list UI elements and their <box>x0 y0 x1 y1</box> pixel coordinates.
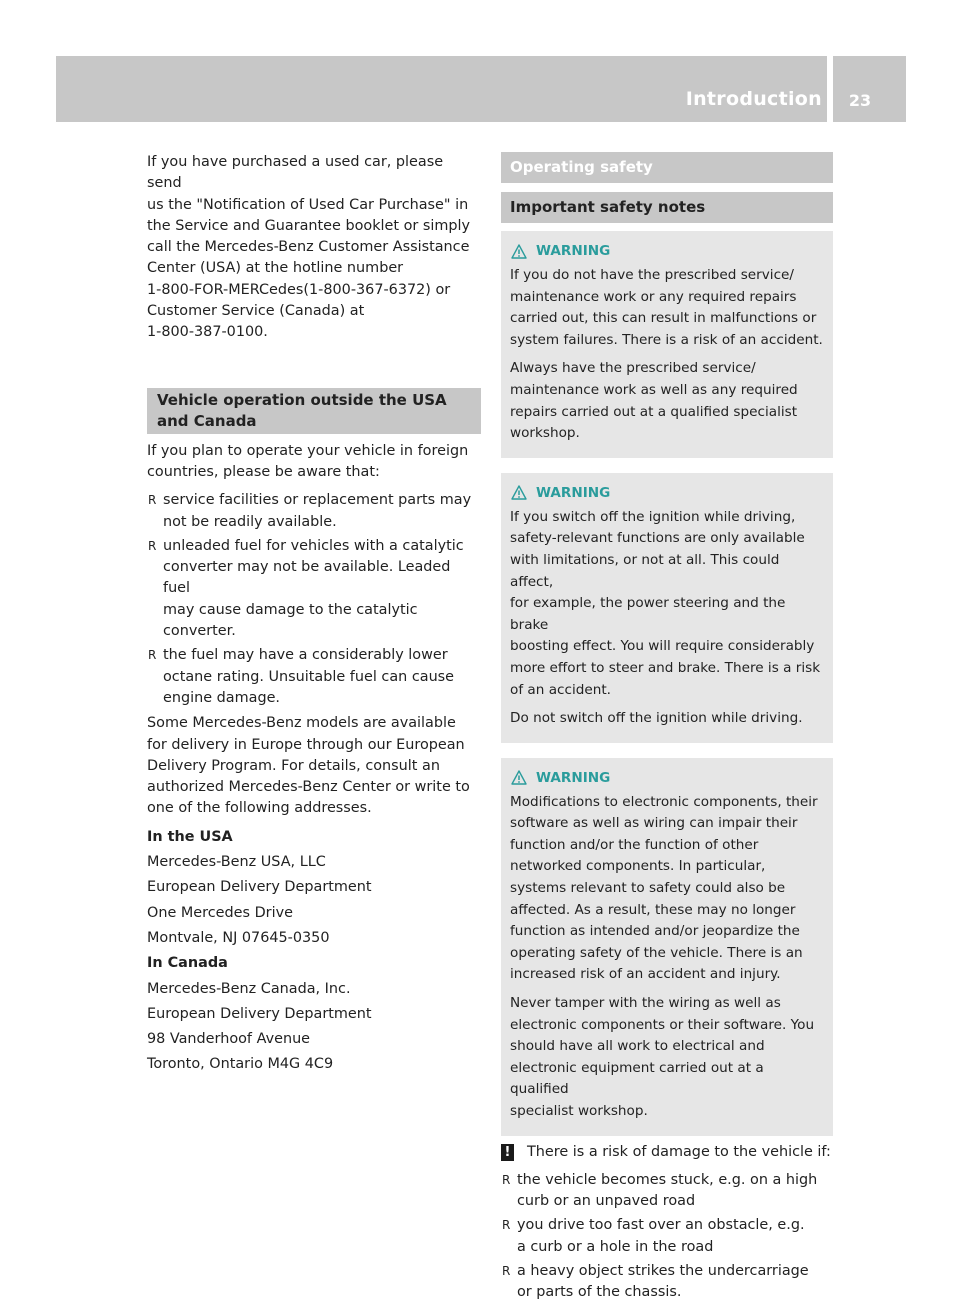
text-line: us the "Notification of Used Car Purchase" in <box>147 196 469 213</box>
bullet-icon: R <box>502 1218 511 1233</box>
section-title-vehicle-operation: Vehicle operation outside the USA and Canada <box>147 388 481 434</box>
text-line: 1-800-FOR-MERCedes(1-800-367-6372) or <box>147 281 451 298</box>
warning-label: WARNING <box>536 769 611 786</box>
warning-title <box>510 766 825 790</box>
text-line: boosting effect. You will require considerably <box>510 638 815 655</box>
warnings-container <box>501 231 833 1136</box>
warning-triangle-icon <box>511 485 527 500</box>
text-line: Delivery Program. For details, consult an <box>147 757 440 774</box>
text-line: service facilities or replacement parts may <box>163 492 472 509</box>
warning-paragraph <box>510 265 825 351</box>
text-line: Some Mercedes-Benz models are available <box>147 715 456 732</box>
text-line: call the Mercedes-Benz Customer Assistance <box>147 239 470 256</box>
text-line: networked components. In particular, <box>510 858 766 875</box>
text-line: may cause damage to the catalytic <box>163 601 418 618</box>
text-line: systems relevant to safety could also be <box>510 880 786 897</box>
text-line: or parts of the chassis. <box>517 1284 682 1301</box>
usa-address <box>147 852 481 949</box>
text-line: authorized Mercedes-Benz Center or write to <box>147 779 470 796</box>
text-line: Never tamper with the wiring as well as <box>510 995 781 1012</box>
text-line: software as well as wiring can impair their <box>510 815 798 832</box>
text-line: maintenance work or any required repairs <box>510 288 797 305</box>
text-line: Do not switch off the ignition while driving. <box>510 710 803 727</box>
warning-triangle-icon <box>511 770 527 785</box>
warning-box <box>501 473 833 743</box>
address-line: Montvale, NJ 07645-0350 <box>147 929 330 946</box>
text-line: affected. As a result, these may no longer <box>510 901 796 918</box>
text-line: function and/or the function of other <box>510 836 759 853</box>
text-line: a heavy object strikes the undercarriage <box>517 1263 809 1280</box>
text-line: more effort to steer and brake. There is a risk <box>510 659 821 676</box>
text-line: maintenance work as well as any required <box>510 381 798 398</box>
header-divider <box>827 56 833 122</box>
warning-triangle-icon <box>511 244 527 259</box>
warning-title <box>510 481 825 505</box>
text-line: electronic components or their software. You <box>510 1016 815 1033</box>
warning-label: WARNING <box>536 484 611 501</box>
text-line: specialist workshop. <box>510 1103 648 1119</box>
damage-risk-list <box>501 1170 833 1304</box>
list-item <box>501 1215 833 1258</box>
chapter-title: Introduction <box>685 88 822 110</box>
text-line: operating safety of the vehicle. There is an <box>510 944 803 961</box>
bullet-icon: R <box>502 1172 511 1187</box>
address-line: Toronto, Ontario M4G 4C9 <box>147 1056 334 1073</box>
warning-title <box>510 239 825 263</box>
list-item <box>147 536 481 642</box>
text-line: curb or an unpaved road <box>517 1193 696 1210</box>
text-line: If you have purchased a used car, please send <box>147 154 444 192</box>
text-line: system failures. There is a risk of an accident. <box>510 331 823 348</box>
exclamation-icon: ! <box>501 1144 514 1161</box>
text-line: Center (USA) at the hotline number <box>147 260 404 277</box>
canada-address-heading: In Canada <box>147 955 228 972</box>
warning-paragraph <box>510 993 825 1123</box>
warning-label: WARNING <box>536 243 611 259</box>
canada-address <box>147 979 481 1076</box>
list-item <box>147 490 481 533</box>
text-line: for example, the power steering and the brake <box>510 595 786 633</box>
intro-paragraph <box>147 152 481 344</box>
text-line: Customer Service (Canada) at <box>147 303 365 320</box>
foreign-countries-paragraph: If you plan to operate your vehicle in foreign countries, please be aware that: <box>147 442 469 480</box>
warning-box <box>501 231 833 458</box>
warning-paragraph <box>510 792 825 986</box>
right-column <box>501 152 833 1308</box>
text-line: one of the following addresses. <box>147 800 372 817</box>
foreign-countries-list <box>147 490 481 709</box>
address-line: European Delivery Department <box>147 879 372 896</box>
text-line: electronic equipment carried out at a qualified <box>510 1059 764 1098</box>
text-line: workshop. <box>510 425 580 442</box>
subsection-title-safety-notes: Important safety notes <box>501 192 833 223</box>
text-line: should have all work to electrical and <box>510 1038 765 1055</box>
left-column <box>147 152 481 1080</box>
text-line: repairs carried out at a qualified specialist <box>510 403 798 420</box>
address-line: 98 Vanderhoof Avenue <box>147 1031 311 1048</box>
text-line: If you switch off the ignition while driving, <box>510 508 796 525</box>
warning-paragraph <box>510 507 825 701</box>
text-line: engine damage. <box>163 689 281 706</box>
european-delivery-paragraph <box>147 713 481 819</box>
text-line: for delivery in Europe through our European <box>147 736 465 753</box>
address-line: European Delivery Department <box>147 1005 372 1022</box>
text-line: unleaded fuel for vehicles with a catalytic <box>163 537 464 554</box>
section-title-operating-safety: Operating safety <box>501 152 833 183</box>
text-line: converter. <box>163 623 236 640</box>
page-number: 23 <box>848 91 872 110</box>
address-line: Mercedes-Benz USA, LLC <box>147 854 326 871</box>
warning-box <box>501 758 833 1136</box>
text-line: a curb or a hole in the road <box>517 1238 714 1255</box>
text-line: 1-800-387-0100. <box>147 324 268 341</box>
text-line: the Service and Guarantee booklet or simply <box>147 217 471 234</box>
bullet-icon: R <box>148 538 157 553</box>
address-line: Mercedes-Benz Canada, Inc. <box>147 980 351 997</box>
text-line: with limitations, or not at all. This could affect, <box>510 551 780 590</box>
damage-risk-note: ! There is a risk of damage to the vehicle if: <box>501 1142 833 1163</box>
list-item <box>501 1170 833 1213</box>
list-item <box>147 645 481 709</box>
text-line: If you do not have the prescribed service/ <box>510 267 794 283</box>
text-line: function as intended and/or jeopardize the <box>510 923 800 940</box>
text-line: not be readily available. <box>163 513 337 530</box>
text-line: octane rating. Unsuitable fuel can cause <box>163 668 455 685</box>
warning-paragraph <box>510 708 825 730</box>
bullet-icon: R <box>502 1264 511 1279</box>
bullet-icon: R <box>148 493 157 508</box>
text-line: carried out, this can result in malfunctions or <box>510 310 817 327</box>
warning-paragraph <box>510 358 825 444</box>
text-line: Always have the prescribed service/ <box>510 360 756 377</box>
address-line: One Mercedes Drive <box>147 904 293 921</box>
text-line: you drive too fast over an obstacle, e.g. <box>517 1217 805 1234</box>
bullet-icon: R <box>148 648 157 663</box>
text-line: safety-relevant functions are only available <box>510 530 805 547</box>
text-line: increased risk of an accident and injury. <box>510 966 781 983</box>
text-line: converter may not be available. Leaded fuel <box>163 559 451 597</box>
text-line: of an accident. <box>510 681 612 698</box>
text-line: Modifications to electronic components, their <box>510 793 818 810</box>
usa-address-heading: In the USA <box>147 828 233 845</box>
list-item <box>501 1261 833 1304</box>
text-line: the fuel may have a considerably lower <box>163 647 448 664</box>
text-line: the vehicle becomes stuck, e.g. on a high <box>517 1171 818 1188</box>
